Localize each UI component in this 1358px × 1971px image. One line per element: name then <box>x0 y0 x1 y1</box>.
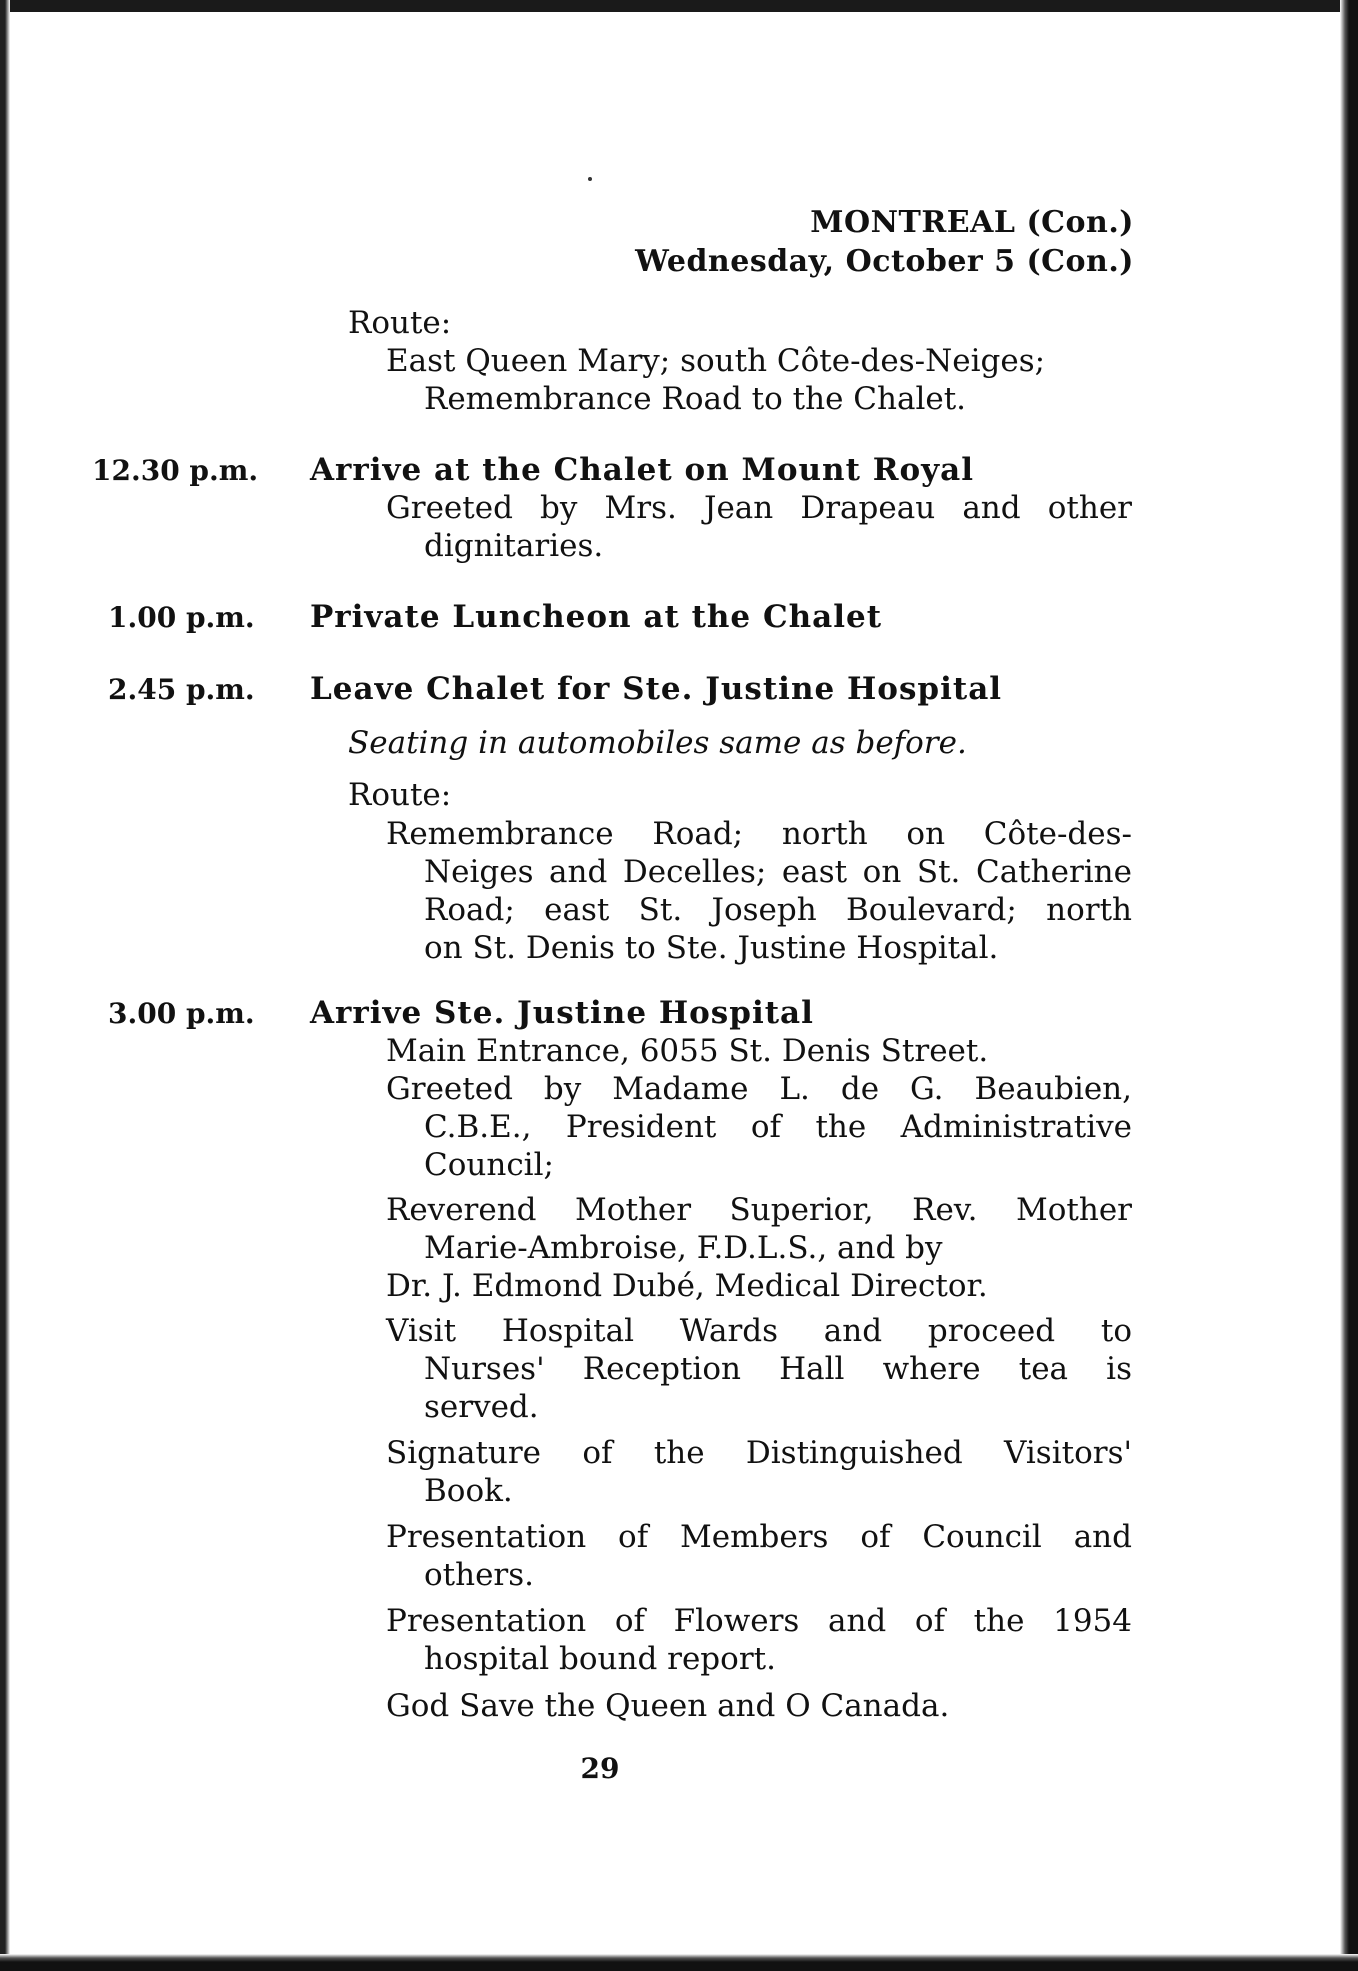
event-detail: Reverend Mother Superior, Rev. Mother <box>386 1192 1132 1228</box>
route-line: Remembrance Road; north on Côte-des- <box>386 816 1132 852</box>
event-detail: Visit Hospital Wards and proceed to <box>386 1313 1132 1349</box>
event-title: Arrive at the Chalet on Mount Royal <box>310 452 975 488</box>
event-detail: Greeted by Mrs. Jean Drapeau and other <box>386 490 1132 526</box>
event-detail: served. <box>424 1389 539 1425</box>
event-detail: Main Entrance, 6055 St. Denis Street. <box>386 1033 989 1069</box>
event-note: Seating in automobiles same as before. <box>348 725 967 761</box>
event-detail: Dr. J. Edmond Dubé, Medical Director. <box>386 1268 988 1304</box>
event-detail: God Save the Queen and O Canada. <box>386 1688 950 1724</box>
event-detail: C.B.E., President of the Administrative <box>424 1109 1132 1145</box>
page-number: 29 <box>580 1752 620 1785</box>
event-time: 1.00 p.m. <box>108 601 255 634</box>
event-detail: Council; <box>424 1147 554 1183</box>
event-time: 2.45 p.m. <box>108 673 255 706</box>
route-line: Road; east St. Joseph Boulevard; north <box>424 892 1132 928</box>
route-label: Route: <box>348 777 452 813</box>
header-city: MONTREAL (Con.) <box>810 205 1134 240</box>
event-time: 3.00 p.m. <box>108 997 255 1030</box>
event-detail: hospital bound report. <box>424 1641 776 1677</box>
route-line: Remembrance Road to the Chalet. <box>424 381 967 417</box>
header-date: Wednesday, October 5 (Con.) <box>635 244 1134 279</box>
route-label: Route: <box>348 305 452 341</box>
event-detail: Signature of the Distinguished Visitors' <box>386 1435 1132 1471</box>
event-detail: Marie-Ambroise, F.D.L.S., and by <box>424 1230 943 1266</box>
event-title: Arrive Ste. Justine Hospital <box>310 995 814 1031</box>
event-detail: Book. <box>424 1473 513 1509</box>
event-detail: Presentation of Flowers and of the 1954 <box>386 1603 1132 1639</box>
event-detail: others. <box>424 1557 535 1593</box>
route-line: Neiges and Decelles; east on St. Catherine <box>424 854 1132 890</box>
event-detail: Nurses' Reception Hall where tea is <box>424 1351 1132 1387</box>
event-detail: Presentation of Members of Council and <box>386 1519 1132 1555</box>
route-line: on St. Denis to Ste. Justine Hospital. <box>424 930 999 966</box>
route-line: East Queen Mary; south Côte-des-Neiges; <box>386 343 1046 379</box>
event-detail: dignitaries. <box>424 528 604 564</box>
event-title: Leave Chalet for Ste. Justine Hospital <box>310 671 1003 707</box>
event-title: Private Luncheon at the Chalet <box>310 599 883 635</box>
event-detail: Greeted by Madame L. de G. Beaubien, <box>386 1071 1132 1107</box>
event-time: 12.30 p.m. <box>92 454 259 487</box>
